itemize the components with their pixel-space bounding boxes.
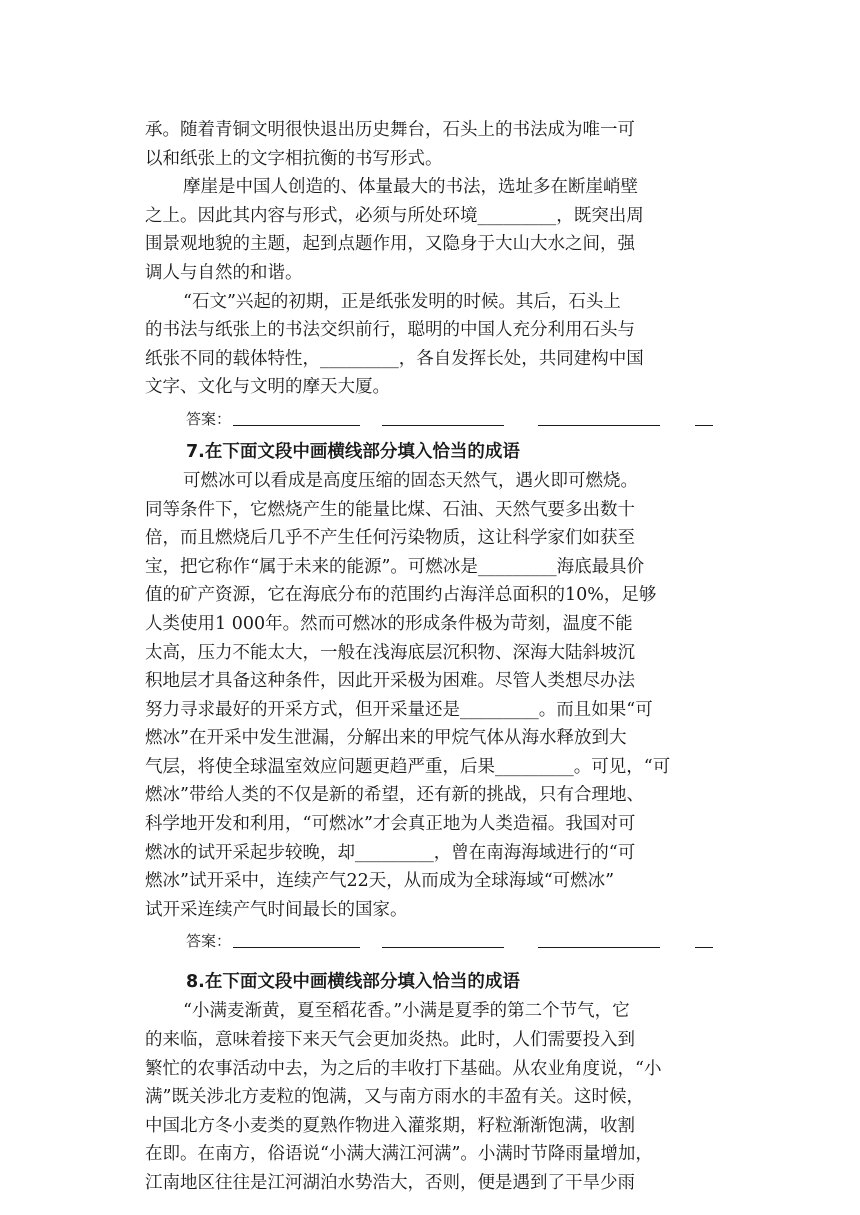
answer-blank	[382, 425, 504, 426]
answer-blank	[233, 425, 360, 426]
question-heading: 8.在下面文段中画横线部分填入恰当的成语	[186, 972, 520, 993]
paragraph-line: 纸张不同的载体特性，_________，各自发挥长处，共同建构中国	[145, 348, 644, 369]
paragraph-line: 倍，而且燃烧后几乎不产生任何污染物质，这让科学家们如获至	[145, 528, 635, 549]
paragraph-line: 积地层才具备这种条件，因此开采极为困难。尽管人类想尽办法	[145, 671, 635, 692]
paragraph-line: 在即。在南方，俗语说“小满大满江河满”。小满时节降雨量增加，	[145, 1144, 653, 1165]
question-heading: 7.在下面文段中画横线部分填入恰当的成语	[186, 441, 520, 462]
paragraph-line: 之上。因此其内容与形式，必须与所处环境_________，既突出周	[145, 205, 644, 226]
answer-label: 答案：	[186, 932, 232, 951]
paragraph-line: 满”既关涉北方麦粒的饱满，又与南方雨水的丰盈有关。这时候，	[145, 1087, 644, 1108]
paragraph-line: 调人与自然的和谐。	[145, 262, 303, 283]
answer-blank	[382, 947, 504, 948]
answer-blank	[538, 947, 660, 948]
document-body	[145, 116, 715, 1198]
paragraph-line: “石文”兴起的初期，正是纸张发明的时候。其后，石头上	[183, 291, 621, 312]
paragraph-line: 以和纸张上的文字相抗衡的书写形式。	[145, 148, 443, 169]
paragraph-line: 中国北方冬小麦类的夏熟作物进入灌浆期，籽粒渐渐饱满，收割	[145, 1115, 635, 1136]
paragraph-line: 试开采连续产气时间最长的国家。	[145, 899, 408, 920]
paragraph-line: 可燃冰可以看成是高度压缩的固态天然气，遇火即可燃烧。	[183, 470, 638, 491]
answer-label: 答案：	[186, 409, 232, 428]
paragraph-line: “小满麦渐黄，夏至稻花香。”小满是夏季的第二个节气，它	[183, 1001, 630, 1022]
paragraph-line: 燃冰的试开采起步较晚，却_________，曾在南海海域进行的“可	[145, 842, 636, 863]
answer-row	[145, 404, 715, 434]
question-7	[145, 437, 715, 957]
paragraph-line: 努力寻求最好的开采方式，但开采量还是_________。而且如果“可	[145, 699, 653, 720]
question-8	[145, 956, 715, 1197]
paragraph-line: 江南地区往往是江河湖泊水势浩大，否则，便是遇到了干旱少雨	[145, 1173, 635, 1193]
paragraph-line: 围景观地貌的主题，起到点题作用，又隐身于大山大水之间，强	[145, 234, 635, 255]
paragraph-line: 人类使用1 000年。然而可燃冰的形成条件极为苛刻，温度不能	[145, 613, 633, 634]
prev-section	[145, 116, 715, 434]
paragraph-line: 的来临，意味着接下来天气会更加炎热。此时，人们需要投入到	[145, 1030, 635, 1051]
answer-blank	[695, 425, 713, 426]
paragraph-line: 的书法与纸张上的书法交织前行，聪明的中国人充分利用石头与	[145, 320, 635, 341]
paragraph-line: 同等条件下，它燃烧产生的能量比煤、石油、天然气要多出数十	[145, 499, 635, 520]
paragraph-line: 燃冰”试开采中，连续产气22天，从而成为全球海域“可燃冰”	[145, 871, 615, 892]
paragraph-line: 文字、文化与文明的摩天大厦。	[145, 377, 390, 398]
paragraph-line: 气层，将使全球温室效应问题更趋严重，后果_________。可见，“可	[145, 756, 671, 777]
paragraph-line: 摩崖是中国人创造的、体量最大的书法，选址多在断崖峭壁	[183, 177, 638, 198]
paragraph-line: 承。随着青铜文明很快退出历史舞台，石头上的书法成为唯一可	[145, 120, 635, 140]
answer-row	[145, 926, 715, 956]
answer-blank	[233, 947, 360, 948]
answer-blank	[695, 947, 713, 948]
paragraph-line: 繁忙的农事活动中去，为之后的丰收打下基础。从农业角度说，“小	[145, 1058, 662, 1079]
paragraph-line: 燃冰”带给人类的不仅是新的希望，还有新的挑战，只有合理地、	[145, 785, 644, 806]
paragraph-line: 值的矿产资源，它在海底分布的范围约占海洋总面积的10%，足够	[145, 585, 657, 606]
paragraph-line: 燃冰”在开采中发生泄漏，分解出来的甲烷气体从海水释放到大	[145, 728, 627, 749]
paragraph-line: 太高，压力不能太大，一般在浅海底层沉积物、深海大陆斜坡沉	[145, 642, 635, 663]
answer-blank	[538, 425, 660, 426]
paragraph-line: 宝，把它称作“属于未来的能源”。可燃冰是_________海底最具价	[145, 556, 645, 577]
paragraph-line: 科学地开发和利用，“可燃冰”才会真正地为人类造福。我国对可	[145, 814, 636, 835]
